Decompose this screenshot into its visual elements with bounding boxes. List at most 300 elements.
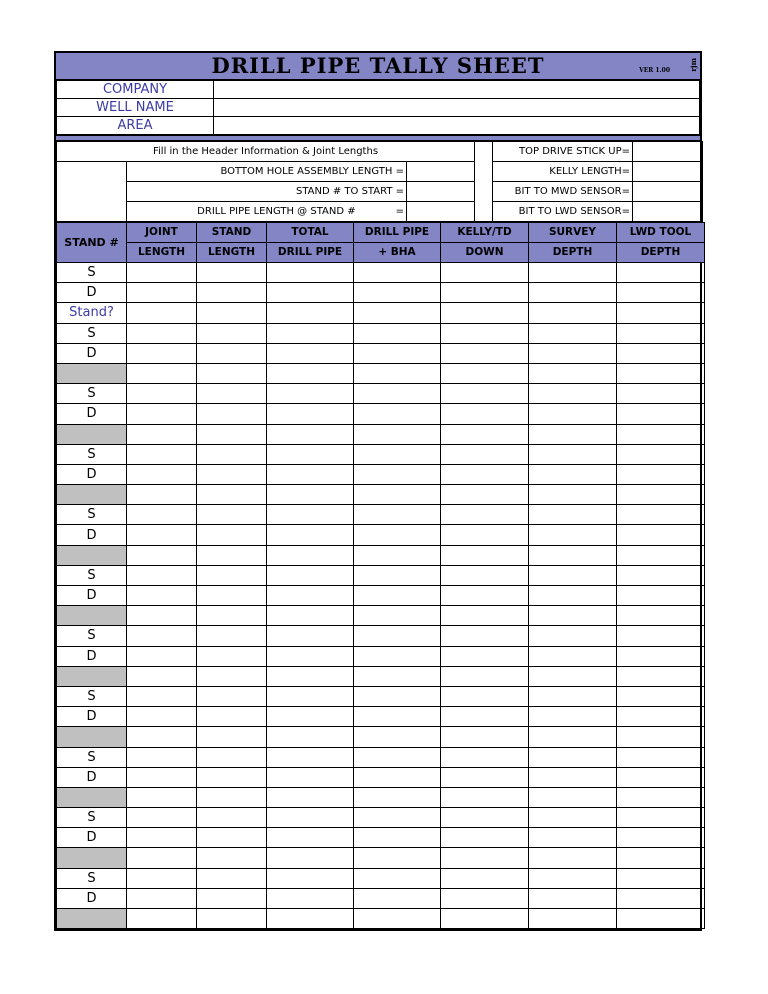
kelly-down-cell[interactable] (441, 283, 529, 303)
lwd-tool-depth-cell[interactable] (617, 888, 705, 908)
stand-length-cell[interactable] (197, 767, 267, 787)
survey-depth-cell[interactable] (529, 485, 617, 505)
stand-length-cell[interactable] (197, 363, 267, 383)
total-drill-pipe-cell[interactable] (267, 686, 354, 706)
table-row (57, 868, 705, 888)
joint-length-cell[interactable] (127, 686, 197, 706)
kelly-down-cell[interactable] (441, 505, 529, 525)
joint-length-cell[interactable] (127, 828, 197, 848)
stand-length-cell[interactable] (197, 686, 267, 706)
stand-length-cell[interactable] (197, 485, 267, 505)
joint-length-cell[interactable] (127, 485, 197, 505)
total-drill-pipe-cell[interactable] (267, 888, 354, 908)
survey-depth-cell[interactable] (529, 323, 617, 343)
total-drill-pipe-cell[interactable] (267, 666, 354, 686)
lwd-tool-depth-cell[interactable] (617, 565, 705, 585)
column-header-row-1 (57, 223, 705, 243)
survey-depth-cell[interactable] (529, 384, 617, 404)
drill-pipe-bha-cell[interactable] (354, 747, 441, 767)
lwd-tool-depth-cell[interactable] (617, 787, 705, 807)
drill-pipe-bha-cell[interactable] (354, 444, 441, 464)
survey-depth-cell[interactable] (529, 505, 617, 525)
total-drill-pipe-cell[interactable] (267, 404, 354, 424)
joint-length-cell[interactable] (127, 444, 197, 464)
company-field[interactable] (214, 81, 700, 99)
drill-pipe-bha-cell[interactable] (354, 646, 441, 666)
total-drill-pipe-cell[interactable] (267, 343, 354, 363)
stand-length-cell[interactable] (197, 848, 267, 868)
stand-length-cell[interactable] (197, 283, 267, 303)
kelly-down-cell[interactable] (441, 525, 529, 545)
drill-pipe-bha-cell[interactable] (354, 565, 441, 585)
col-header-kelly-1: KELLY/TD (441, 223, 529, 243)
table-row (57, 283, 705, 303)
lwd-tool-depth-cell[interactable] (617, 384, 705, 404)
joint-length-cell[interactable] (127, 263, 197, 283)
lwd-tool-depth-cell[interactable] (617, 606, 705, 626)
stand-length-cell[interactable] (197, 666, 267, 686)
lwd-tool-depth-cell[interactable] (617, 747, 705, 767)
kelly-down-cell[interactable] (441, 727, 529, 747)
area-field[interactable] (214, 117, 700, 135)
table-row (57, 424, 705, 444)
stand-cell: D (57, 586, 127, 606)
stand-length-cell[interactable] (197, 263, 267, 283)
lwd-tool-depth-cell[interactable] (617, 767, 705, 787)
stand-cell (57, 848, 127, 868)
top-drive-field[interactable] (633, 142, 703, 162)
survey-depth-cell[interactable] (529, 686, 617, 706)
col-header-dpbha-1: DRILL PIPE (354, 223, 441, 243)
stand-length-cell[interactable] (197, 707, 267, 727)
lwd-tool-depth-cell[interactable] (617, 727, 705, 747)
joint-length-cell[interactable] (127, 545, 197, 565)
drill-pipe-bha-cell[interactable] (354, 727, 441, 747)
stand-cell: S (57, 505, 127, 525)
total-drill-pipe-cell[interactable] (267, 707, 354, 727)
drill-pipe-bha-cell[interactable] (354, 767, 441, 787)
stand-length-cell[interactable] (197, 606, 267, 626)
stand-length-cell[interactable] (197, 787, 267, 807)
kelly-down-cell[interactable] (441, 707, 529, 727)
drill-pipe-bha-cell[interactable] (354, 424, 441, 444)
joint-length-cell[interactable] (127, 343, 197, 363)
table-row (57, 586, 705, 606)
survey-depth-cell[interactable] (529, 283, 617, 303)
lwd-tool-depth-cell[interactable] (617, 848, 705, 868)
survey-depth-cell[interactable] (529, 545, 617, 565)
dp-length-field[interactable] (407, 202, 475, 222)
drill-pipe-bha-cell[interactable] (354, 686, 441, 706)
mwd-sensor-field[interactable] (633, 182, 703, 202)
table-row (57, 707, 705, 727)
kelly-down-cell[interactable] (441, 787, 529, 807)
total-drill-pipe-cell[interactable] (267, 464, 354, 484)
drill-pipe-bha-cell[interactable] (354, 363, 441, 383)
drill-pipe-bha-cell[interactable] (354, 323, 441, 343)
joint-length-cell[interactable] (127, 666, 197, 686)
joint-length-cell[interactable] (127, 464, 197, 484)
stand-cell: S (57, 323, 127, 343)
lwd-tool-depth-cell[interactable] (617, 263, 705, 283)
survey-depth-cell[interactable] (529, 909, 617, 929)
header-row-well-name (57, 99, 700, 117)
stand-start-field[interactable] (407, 182, 475, 202)
kelly-length-field[interactable] (633, 162, 703, 182)
lwd-tool-depth-cell[interactable] (617, 586, 705, 606)
survey-depth-cell[interactable] (529, 586, 617, 606)
total-drill-pipe-cell[interactable] (267, 808, 354, 828)
col-header-lwd-2: DEPTH (617, 243, 705, 263)
joint-length-cell[interactable] (127, 565, 197, 585)
stand-length-cell[interactable] (197, 343, 267, 363)
kelly-length-label: KELLY LENGTH= (493, 162, 633, 182)
joint-length-cell[interactable] (127, 808, 197, 828)
drill-pipe-bha-cell[interactable] (354, 868, 441, 888)
survey-depth-cell[interactable] (529, 424, 617, 444)
table-row (57, 727, 705, 747)
company-label: COMPANY (57, 81, 214, 99)
joint-length-cell[interactable] (127, 868, 197, 888)
survey-depth-cell[interactable] (529, 747, 617, 767)
kelly-down-cell[interactable] (441, 909, 529, 929)
col-header-dpbha-2: + BHA (354, 243, 441, 263)
drill-pipe-bha-cell[interactable] (354, 464, 441, 484)
total-drill-pipe-cell[interactable] (267, 303, 354, 323)
lwd-tool-depth-cell[interactable] (617, 283, 705, 303)
version-label: VER 1.00 (639, 67, 670, 74)
drill-pipe-bha-cell[interactable] (354, 707, 441, 727)
dp-length-label (127, 202, 407, 222)
kelly-down-cell[interactable] (441, 747, 529, 767)
drill-pipe-bha-cell[interactable] (354, 545, 441, 565)
table-row (57, 848, 705, 868)
stand-length-cell[interactable] (197, 404, 267, 424)
survey-depth-cell[interactable] (529, 888, 617, 908)
joint-length-cell[interactable] (127, 404, 197, 424)
kelly-down-cell[interactable] (441, 686, 529, 706)
lwd-tool-depth-cell[interactable] (617, 666, 705, 686)
drill-pipe-bha-cell[interactable] (354, 909, 441, 929)
survey-depth-cell[interactable] (529, 848, 617, 868)
survey-depth-cell[interactable] (529, 263, 617, 283)
kelly-down-cell[interactable] (441, 303, 529, 323)
stand-cell: D (57, 343, 127, 363)
drill-pipe-bha-cell[interactable] (354, 808, 441, 828)
stand-length-cell[interactable] (197, 323, 267, 343)
survey-depth-cell[interactable] (529, 828, 617, 848)
total-drill-pipe-cell[interactable] (267, 263, 354, 283)
drill-pipe-bha-cell[interactable] (354, 525, 441, 545)
total-drill-pipe-cell[interactable] (267, 848, 354, 868)
stand-length-cell[interactable] (197, 646, 267, 666)
total-drill-pipe-cell[interactable] (267, 868, 354, 888)
lwd-tool-depth-cell[interactable] (617, 404, 705, 424)
survey-depth-cell[interactable] (529, 707, 617, 727)
joint-length-cell[interactable] (127, 727, 197, 747)
stand-length-cell[interactable] (197, 888, 267, 908)
kelly-down-cell[interactable] (441, 767, 529, 787)
survey-depth-cell[interactable] (529, 727, 617, 747)
lwd-tool-depth-cell[interactable] (617, 505, 705, 525)
total-drill-pipe-cell[interactable] (267, 767, 354, 787)
survey-depth-cell[interactable] (529, 606, 617, 626)
lwd-tool-depth-cell[interactable] (617, 686, 705, 706)
joint-length-cell[interactable] (127, 505, 197, 525)
total-drill-pipe-cell[interactable] (267, 565, 354, 585)
stand-cell: D (57, 404, 127, 424)
lwd-tool-depth-cell[interactable] (617, 808, 705, 828)
kelly-down-cell[interactable] (441, 606, 529, 626)
survey-depth-cell[interactable] (529, 808, 617, 828)
joint-length-cell[interactable] (127, 606, 197, 626)
stand-length-cell[interactable] (197, 565, 267, 585)
drill-pipe-bha-cell[interactable] (354, 828, 441, 848)
survey-depth-cell[interactable] (529, 303, 617, 323)
stand-length-cell[interactable] (197, 586, 267, 606)
stand-length-cell[interactable] (197, 909, 267, 929)
lwd-tool-depth-cell[interactable] (617, 626, 705, 646)
stand-length-cell[interactable] (197, 424, 267, 444)
drill-pipe-bha-cell[interactable] (354, 485, 441, 505)
drill-pipe-bha-cell[interactable] (354, 303, 441, 323)
drill-pipe-bha-cell[interactable] (354, 787, 441, 807)
stand-cell: S (57, 686, 127, 706)
lwd-tool-depth-cell[interactable] (617, 444, 705, 464)
total-drill-pipe-cell[interactable] (267, 909, 354, 929)
table-row (57, 808, 705, 828)
kelly-down-cell[interactable] (441, 565, 529, 585)
total-drill-pipe-cell[interactable] (267, 363, 354, 383)
stand-cell: D (57, 283, 127, 303)
total-drill-pipe-cell[interactable] (267, 646, 354, 666)
kelly-down-cell[interactable] (441, 626, 529, 646)
total-drill-pipe-cell[interactable] (267, 323, 354, 343)
total-drill-pipe-cell[interactable] (267, 787, 354, 807)
lwd-tool-depth-cell[interactable] (617, 485, 705, 505)
col-header-stand: STAND # (57, 223, 127, 263)
kelly-down-cell[interactable] (441, 404, 529, 424)
joint-length-cell[interactable] (127, 707, 197, 727)
drill-pipe-bha-cell[interactable] (354, 586, 441, 606)
bha-length-field[interactable] (407, 162, 475, 182)
joint-length-cell[interactable] (127, 888, 197, 908)
drill-pipe-bha-cell[interactable] (354, 848, 441, 868)
total-drill-pipe-cell[interactable] (267, 727, 354, 747)
lwd-tool-depth-cell[interactable] (617, 707, 705, 727)
area-label: AREA (57, 117, 214, 135)
stand-length-cell[interactable] (197, 545, 267, 565)
joint-length-cell[interactable] (127, 303, 197, 323)
joint-length-cell[interactable] (127, 586, 197, 606)
lwd-tool-depth-cell[interactable] (617, 525, 705, 545)
survey-depth-cell[interactable] (529, 565, 617, 585)
kelly-down-cell[interactable] (441, 424, 529, 444)
total-drill-pipe-cell[interactable] (267, 505, 354, 525)
drill-pipe-bha-cell[interactable] (354, 666, 441, 686)
kelly-down-cell[interactable] (441, 848, 529, 868)
joint-length-cell[interactable] (127, 424, 197, 444)
joint-length-cell[interactable] (127, 787, 197, 807)
survey-depth-cell[interactable] (529, 646, 617, 666)
lwd-tool-depth-cell[interactable] (617, 464, 705, 484)
col-header-lwd-1: LWD TOOL (617, 223, 705, 243)
col-header-kelly-2: DOWN (441, 243, 529, 263)
total-drill-pipe-cell[interactable] (267, 424, 354, 444)
kelly-down-cell[interactable] (441, 363, 529, 383)
lwd-tool-depth-cell[interactable] (617, 909, 705, 929)
kelly-down-cell[interactable] (441, 586, 529, 606)
joint-length-cell[interactable] (127, 525, 197, 545)
drill-pipe-bha-cell[interactable] (354, 606, 441, 626)
stand-length-cell[interactable] (197, 828, 267, 848)
lwd-tool-depth-cell[interactable] (617, 323, 705, 343)
table-row (57, 606, 705, 626)
kelly-down-cell[interactable] (441, 828, 529, 848)
well-name-label: WELL NAME (57, 99, 214, 117)
well-name-field[interactable] (214, 99, 700, 117)
total-drill-pipe-cell[interactable] (267, 283, 354, 303)
stand-cell: S (57, 868, 127, 888)
kelly-down-cell[interactable] (441, 323, 529, 343)
stand-cell: S (57, 565, 127, 585)
survey-depth-cell[interactable] (529, 444, 617, 464)
stand-cell (57, 606, 127, 626)
lwd-tool-depth-cell[interactable] (617, 868, 705, 888)
joint-length-cell[interactable] (127, 283, 197, 303)
total-drill-pipe-cell[interactable] (267, 747, 354, 767)
joint-length-cell[interactable] (127, 909, 197, 929)
table-row (57, 646, 705, 666)
lwd-tool-depth-cell[interactable] (617, 303, 705, 323)
lwd-tool-depth-cell[interactable] (617, 343, 705, 363)
joint-length-cell[interactable] (127, 323, 197, 343)
col-header-total-1: TOTAL (267, 223, 354, 243)
kelly-down-cell[interactable] (441, 263, 529, 283)
spacer-cell (475, 142, 493, 222)
survey-depth-cell[interactable] (529, 626, 617, 646)
table-row (57, 747, 705, 767)
stand-length-cell[interactable] (197, 384, 267, 404)
kelly-down-cell[interactable] (441, 464, 529, 484)
header-info-table (56, 80, 700, 135)
joint-length-cell[interactable] (127, 384, 197, 404)
kelly-down-cell[interactable] (441, 868, 529, 888)
blank-cell (57, 162, 127, 222)
table-row (57, 888, 705, 908)
drill-pipe-bha-cell[interactable] (354, 404, 441, 424)
tally-body (57, 263, 705, 929)
total-drill-pipe-cell[interactable] (267, 444, 354, 464)
drill-pipe-bha-cell[interactable] (354, 384, 441, 404)
kelly-down-cell[interactable] (441, 808, 529, 828)
stand-length-cell[interactable] (197, 808, 267, 828)
total-drill-pipe-cell[interactable] (267, 545, 354, 565)
stand-length-cell[interactable] (197, 444, 267, 464)
total-drill-pipe-cell[interactable] (267, 525, 354, 545)
drill-pipe-bha-cell[interactable] (354, 343, 441, 363)
drill-pipe-bha-cell[interactable] (354, 888, 441, 908)
stand-cell: D (57, 464, 127, 484)
joint-length-cell[interactable] (127, 848, 197, 868)
survey-depth-cell[interactable] (529, 464, 617, 484)
total-drill-pipe-cell[interactable] (267, 626, 354, 646)
survey-depth-cell[interactable] (529, 767, 617, 787)
joint-length-cell[interactable] (127, 747, 197, 767)
total-drill-pipe-cell[interactable] (267, 586, 354, 606)
survey-depth-cell[interactable] (529, 787, 617, 807)
total-drill-pipe-cell[interactable] (267, 384, 354, 404)
stand-length-cell[interactable] (197, 868, 267, 888)
col-header-standlen-2: LENGTH (197, 243, 267, 263)
stand-cell: D (57, 646, 127, 666)
table-row (57, 384, 705, 404)
lwd-tool-depth-cell[interactable] (617, 363, 705, 383)
joint-length-cell[interactable] (127, 363, 197, 383)
total-drill-pipe-cell[interactable] (267, 828, 354, 848)
total-drill-pipe-cell[interactable] (267, 606, 354, 626)
joint-length-cell[interactable] (127, 626, 197, 646)
stand-start-label: STAND # TO START = (127, 182, 407, 202)
kelly-down-cell[interactable] (441, 646, 529, 666)
kelly-down-cell[interactable] (441, 485, 529, 505)
lwd-tool-depth-cell[interactable] (617, 828, 705, 848)
table-row (57, 363, 705, 383)
sheet-title: DRILL PIPE TALLY SHEET (211, 53, 545, 78)
survey-depth-cell[interactable] (529, 404, 617, 424)
kelly-down-cell[interactable] (441, 888, 529, 908)
kelly-down-cell[interactable] (441, 343, 529, 363)
kelly-down-cell[interactable] (441, 384, 529, 404)
drill-pipe-bha-cell[interactable] (354, 626, 441, 646)
kelly-down-cell[interactable] (441, 444, 529, 464)
drill-pipe-bha-cell[interactable] (354, 263, 441, 283)
table-row (57, 666, 705, 686)
kelly-down-cell[interactable] (441, 545, 529, 565)
bha-length-label: BOTTOM HOLE ASSEMBLY LENGTH = (127, 162, 407, 182)
stand-length-cell[interactable] (197, 626, 267, 646)
drill-pipe-bha-cell[interactable] (354, 283, 441, 303)
survey-depth-cell[interactable] (529, 525, 617, 545)
stand-length-cell[interactable] (197, 747, 267, 767)
stand-cell: D (57, 767, 127, 787)
joint-length-cell[interactable] (127, 767, 197, 787)
stand-length-cell[interactable] (197, 303, 267, 323)
lwd-tool-depth-cell[interactable] (617, 646, 705, 666)
table-row (57, 505, 705, 525)
table-row (57, 787, 705, 807)
total-drill-pipe-cell[interactable] (267, 485, 354, 505)
survey-depth-cell[interactable] (529, 868, 617, 888)
survey-depth-cell[interactable] (529, 363, 617, 383)
stand-cell: S (57, 808, 127, 828)
drill-pipe-bha-cell[interactable] (354, 505, 441, 525)
lwd-sensor-field[interactable] (633, 202, 703, 222)
stand-length-cell[interactable] (197, 727, 267, 747)
mwd-sensor-label: BIT TO MWD SENSOR= (493, 182, 633, 202)
lwd-tool-depth-cell[interactable] (617, 545, 705, 565)
stand-length-cell[interactable] (197, 505, 267, 525)
col-header-total-2: DRILL PIPE (267, 243, 354, 263)
survey-depth-cell[interactable] (529, 343, 617, 363)
lwd-tool-depth-cell[interactable] (617, 424, 705, 444)
kelly-down-cell[interactable] (441, 666, 529, 686)
stand-length-cell[interactable] (197, 525, 267, 545)
joint-length-cell[interactable] (127, 646, 197, 666)
stand-length-cell[interactable] (197, 464, 267, 484)
lwd-sensor-label: BIT TO LWD SENSOR= (493, 202, 633, 222)
survey-depth-cell[interactable] (529, 666, 617, 686)
